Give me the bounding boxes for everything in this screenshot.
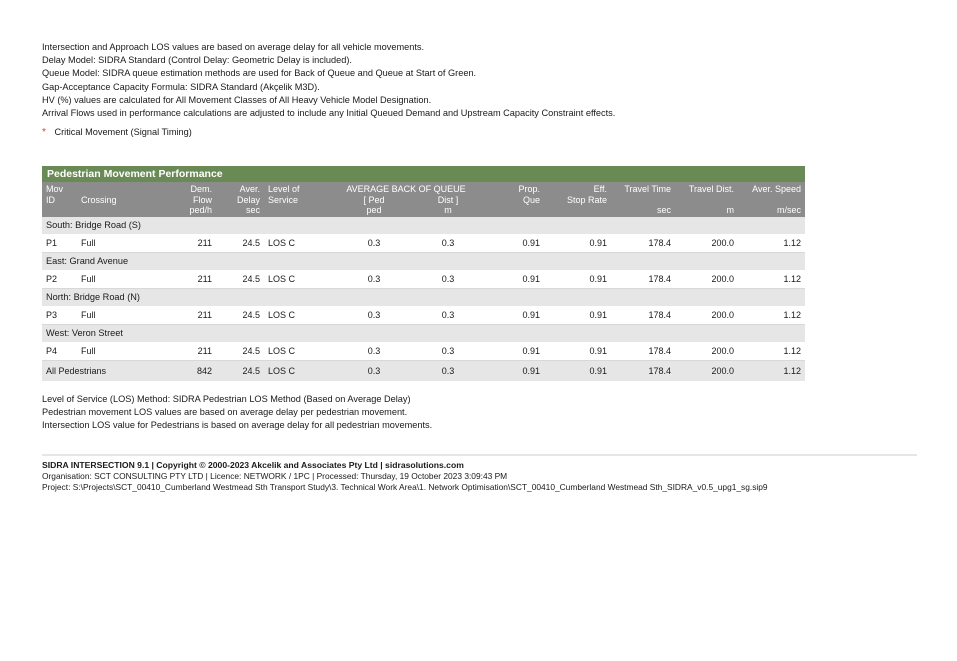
cell-speed: 1.12 (738, 306, 805, 325)
total-row (42, 360, 805, 381)
cell-flow: 211 (172, 342, 216, 361)
cell-eff-stop: 0.91 (544, 270, 611, 289)
cell-prop-que: 0.91 (482, 270, 544, 289)
cell-mov-id: P3 (42, 306, 77, 325)
header-blank (482, 205, 544, 217)
header-row (42, 182, 805, 195)
header-blank (264, 205, 334, 217)
cell-eff-stop: 0.91 (544, 342, 611, 361)
total-ped: 0.3 (334, 360, 414, 381)
header-blank (611, 195, 675, 206)
total-flow: 842 (172, 360, 216, 381)
total-label: All Pedestrians (42, 360, 172, 381)
header-dem: Dem. (172, 182, 216, 195)
header-id: ID (42, 195, 77, 206)
unit-delay: sec (216, 205, 264, 217)
cell-travel-time: 178.4 (611, 342, 675, 361)
header-blank (675, 195, 738, 206)
critical-label: Critical Movement (Signal Timing) (54, 127, 192, 137)
model-notes (42, 41, 615, 120)
total-prop-que: 0.91 (482, 360, 544, 381)
header-eff: Eff. (544, 182, 611, 195)
cell-los: LOS C (264, 270, 334, 289)
approach-name: West: Veron Street (42, 324, 805, 342)
header-mov: Mov (42, 182, 77, 195)
footer-organisation: Organisation: SCT CONSULTING PTY LTD | Licence: NETWORK / 1PC | Processed: Thursday, 19 October 2023 3:09:43 PM (42, 471, 508, 481)
table-row (42, 342, 805, 361)
header-crossing: Crossing (77, 195, 172, 206)
header-aver: Aver. (216, 182, 264, 195)
header-ped: [ Ped (334, 195, 414, 206)
total-los: LOS C (264, 360, 334, 381)
approach-name: South: Bridge Road (S) (42, 217, 805, 234)
report-footer (42, 460, 768, 493)
cell-crossing: Full (77, 270, 172, 289)
cell-travel-dist: 200.0 (675, 342, 738, 361)
cell-travel-time: 178.4 (611, 270, 675, 289)
header-dist: Dist ] (414, 195, 482, 206)
pedestrian-performance-table (42, 166, 805, 381)
footer-project: Project: S:\Projects\SCT_00410_Cumberland Westmead Sth Transport Study\3. Technical Work Area\1. Network Optimisation\SCT_00410_Cumberland Westmead Sth_SIDRA_v0.5_upg1_sg.sip9 (42, 482, 768, 492)
cell-ped: 0.3 (334, 306, 414, 325)
cell-speed: 1.12 (738, 234, 805, 253)
cell-delay: 24.5 (216, 306, 264, 325)
unit-travel-dist: m (675, 205, 738, 217)
header-blank (77, 182, 172, 195)
header-blank (544, 205, 611, 217)
unit-dist: m (414, 205, 482, 217)
cell-crossing: Full (77, 342, 172, 361)
cell-delay: 24.5 (216, 234, 264, 253)
cell-mov-id: P1 (42, 234, 77, 253)
total-eff-stop: 0.91 (544, 360, 611, 381)
method-note: Level of Service (LOS) Method: SIDRA Pedestrian LOS Method (Based on Average Delay) (42, 394, 411, 404)
method-note: Pedestrian movement LOS values are based on average delay per pedestrian movement. (42, 407, 408, 417)
cell-crossing: Full (77, 306, 172, 325)
header-que: Que (482, 195, 544, 206)
header-back-of-queue: AVERAGE BACK OF QUEUE (334, 182, 482, 195)
header-blank (42, 205, 77, 217)
cell-dist: 0.3 (414, 234, 482, 253)
cell-speed: 1.12 (738, 270, 805, 289)
cell-travel-time: 178.4 (611, 234, 675, 253)
header-blank (77, 205, 172, 217)
cell-delay: 24.5 (216, 342, 264, 361)
cell-los: LOS C (264, 342, 334, 361)
header-aver-speed: Aver. Speed (738, 182, 805, 195)
note-line: Gap-Acceptance Capacity Formula: SIDRA Standard (Akçelik M3D). (42, 81, 320, 92)
approach-name: East: Grand Avenue (42, 252, 805, 270)
cell-delay: 24.5 (216, 270, 264, 289)
cell-travel-time: 178.4 (611, 306, 675, 325)
cell-crossing: Full (77, 234, 172, 253)
total-delay: 24.5 (216, 360, 264, 381)
table-row (42, 306, 805, 325)
cell-eff-stop: 0.91 (544, 234, 611, 253)
approach-row (42, 288, 805, 306)
cell-prop-que: 0.91 (482, 342, 544, 361)
cell-ped: 0.3 (334, 234, 414, 253)
unit-speed: m/sec (738, 205, 805, 217)
header-travel-time: Travel Time (611, 182, 675, 195)
total-travel-dist: 200.0 (675, 360, 738, 381)
approach-row (42, 252, 805, 270)
cell-speed: 1.12 (738, 342, 805, 361)
unit-travel-time: sec (611, 205, 675, 217)
cell-eff-stop: 0.91 (544, 306, 611, 325)
approach-name: North: Bridge Road (N) (42, 288, 805, 306)
cell-mov-id: P2 (42, 270, 77, 289)
note-line: HV (%) values are calculated for All Movement Classes of All Heavy Vehicle Model Designation. (42, 94, 432, 105)
performance-grid (42, 182, 805, 381)
table-row (42, 270, 805, 289)
method-note: Intersection LOS value for Pedestrians is based on average delay for all pedestrian movements. (42, 420, 433, 430)
header-row (42, 195, 805, 206)
cell-ped: 0.3 (334, 342, 414, 361)
total-speed: 1.12 (738, 360, 805, 381)
header-level: Level of (264, 182, 334, 195)
cell-ped: 0.3 (334, 270, 414, 289)
cell-flow: 211 (172, 270, 216, 289)
cell-los: LOS C (264, 306, 334, 325)
note-line: Arrival Flows used in performance calculations are adjusted to include any Initial Queued Demand and Upstream Capacity Constraint effects. (42, 108, 616, 119)
header-blank (738, 195, 805, 206)
unit-ped: ped (334, 205, 414, 217)
unit-flow: ped/h (172, 205, 216, 217)
header-travel-dist: Travel Dist. (675, 182, 738, 195)
cell-dist: 0.3 (414, 342, 482, 361)
footer-brand: SIDRA INTERSECTION 9.1 | Copyright © 2000-2023 Akcelik and Associates Pty Ltd | sidrasolutions.com (42, 460, 464, 470)
cell-prop-que: 0.91 (482, 306, 544, 325)
cell-prop-que: 0.91 (482, 234, 544, 253)
total-dist: 0.3 (414, 360, 482, 381)
header-delay: Delay (216, 195, 264, 206)
footer-divider (42, 454, 917, 456)
table-row (42, 234, 805, 253)
header-flow: Flow (172, 195, 216, 206)
approach-row (42, 217, 805, 234)
cell-dist: 0.3 (414, 306, 482, 325)
critical-star-icon: * (42, 127, 46, 138)
header-service: Service (264, 195, 334, 206)
note-line: Intersection and Approach LOS values are based on average delay for all vehicle movements. (42, 42, 425, 52)
cell-travel-dist: 200.0 (675, 234, 738, 253)
cell-los: LOS C (264, 234, 334, 253)
total-travel-time: 178.4 (611, 360, 675, 381)
cell-travel-dist: 200.0 (675, 306, 738, 325)
critical-movement-legend (42, 127, 192, 138)
cell-flow: 211 (172, 234, 216, 253)
header-prop: Prop. (482, 182, 544, 195)
table-title: Pedestrian Movement Performance (42, 166, 805, 182)
los-method-notes (42, 393, 432, 432)
note-line: Delay Model: SIDRA Standard (Control Delay: Geometric Delay is included). (42, 55, 352, 66)
note-line: Queue Model: SIDRA queue estimation methods are used for Back of Queue and Queue at Start of Green. (42, 68, 477, 79)
approach-row (42, 324, 805, 342)
cell-flow: 211 (172, 306, 216, 325)
cell-travel-dist: 200.0 (675, 270, 738, 289)
cell-dist: 0.3 (414, 270, 482, 289)
header-units-row (42, 205, 805, 217)
header-stop-rate: Stop Rate (544, 195, 611, 206)
cell-mov-id: P4 (42, 342, 77, 361)
